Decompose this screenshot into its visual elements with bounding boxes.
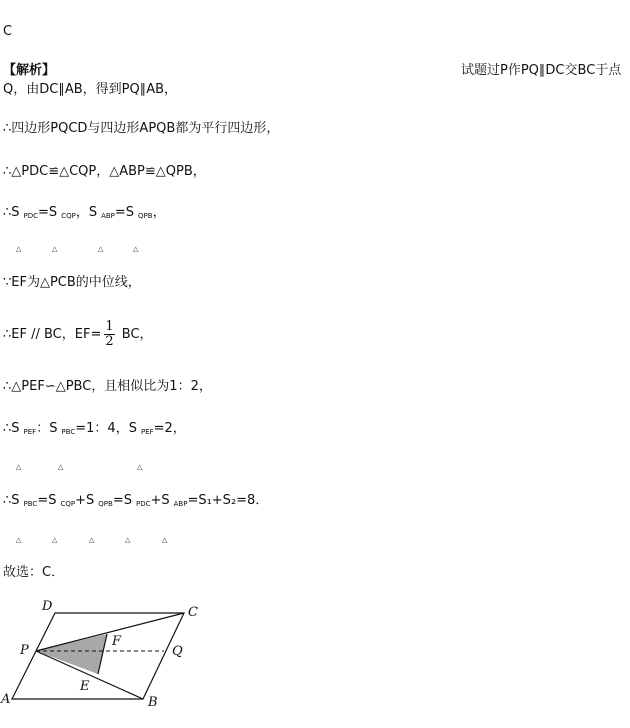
text: ：S	[36, 421, 58, 436]
analysis-line-8: ∴△PEF∽△PBC，且相似比为1：2，	[3, 379, 212, 394]
subscript: CQP	[61, 212, 76, 220]
subscript: PBC	[61, 428, 76, 436]
triangle-mark: △	[58, 463, 64, 471]
text: ∴S	[3, 493, 20, 508]
subscript: ABP	[173, 500, 188, 508]
text: =2，	[153, 421, 186, 436]
text: ∴S	[3, 421, 20, 436]
triangle-mark: △	[52, 245, 58, 253]
text: =S	[112, 493, 132, 508]
triangle-mark: △	[16, 245, 22, 253]
text: =S	[114, 205, 135, 220]
analysis-line-6: ∵EF为△PCB的中位线，	[3, 275, 141, 290]
label-p: P	[20, 643, 29, 658]
text: BC，	[117, 327, 153, 342]
triangle-mark: △	[98, 245, 104, 253]
triangle-mark: △	[89, 536, 95, 544]
text: +S	[150, 493, 170, 508]
triangle-mark: △	[137, 463, 143, 471]
analysis-line-3: ∴四边形PQCD与四边形APQB都为平行四边形，	[3, 121, 280, 136]
label-b: B	[148, 695, 158, 710]
fraction	[104, 320, 114, 349]
text: ，S	[75, 205, 98, 220]
subscript: QPB	[138, 212, 153, 220]
fraction-denominator: 2	[105, 334, 114, 349]
shaded-triangle-pef	[36, 634, 107, 674]
subscript: PBC	[23, 500, 38, 508]
subscript: ABP	[101, 212, 115, 220]
subscript: CQP	[60, 500, 76, 508]
triangle-mark: △	[125, 536, 131, 544]
text: =1：4，S	[75, 421, 137, 436]
subscript: PDC	[23, 212, 39, 220]
text: =S	[38, 205, 58, 220]
fraction-numerator: 1	[105, 319, 114, 334]
analysis-line-5	[3, 205, 166, 224]
label-c: C	[188, 605, 198, 620]
label-d: D	[42, 599, 53, 614]
subscript: PEF	[140, 428, 154, 436]
geometry-figure	[0, 598, 230, 728]
answer-line: C	[3, 24, 13, 39]
analysis-line-2: Q，由DC∥AB，得到PQ∥AB，	[3, 82, 178, 97]
analysis-line-7	[3, 318, 153, 352]
text: =S	[37, 493, 57, 508]
analysis-line-4: ∴△PDC≌△CQP，△ABP≌△QPB，	[3, 164, 206, 179]
triangle-mark: △	[162, 536, 168, 544]
triangle-mark: △	[52, 536, 58, 544]
subscript: PEF	[23, 428, 37, 436]
analysis-line-9	[3, 421, 186, 440]
triangle-mark: △	[16, 536, 22, 544]
label-q: Q	[172, 644, 183, 659]
conclusion-line: 故选：C．	[3, 565, 65, 580]
analysis-tag: 【解析】	[3, 63, 56, 78]
analysis-line-10	[3, 493, 268, 512]
segment-pc	[36, 613, 184, 651]
text: ∴EF // BC，EF=	[3, 327, 102, 342]
label-e: E	[80, 679, 90, 694]
text: ，	[152, 205, 166, 220]
text: ∴S	[3, 205, 20, 220]
text: =S₁+S₂=8．	[187, 493, 269, 508]
triangle-mark: △	[133, 245, 139, 253]
subscript: PDC	[135, 500, 151, 508]
subscript: QPB	[98, 500, 113, 508]
analysis-line-1: 试题过P作PQ∥DC交BC于点	[461, 63, 622, 78]
label-f: F	[112, 634, 122, 649]
label-a: A	[1, 692, 11, 707]
text: +S	[75, 493, 95, 508]
triangle-mark: △	[16, 463, 22, 471]
